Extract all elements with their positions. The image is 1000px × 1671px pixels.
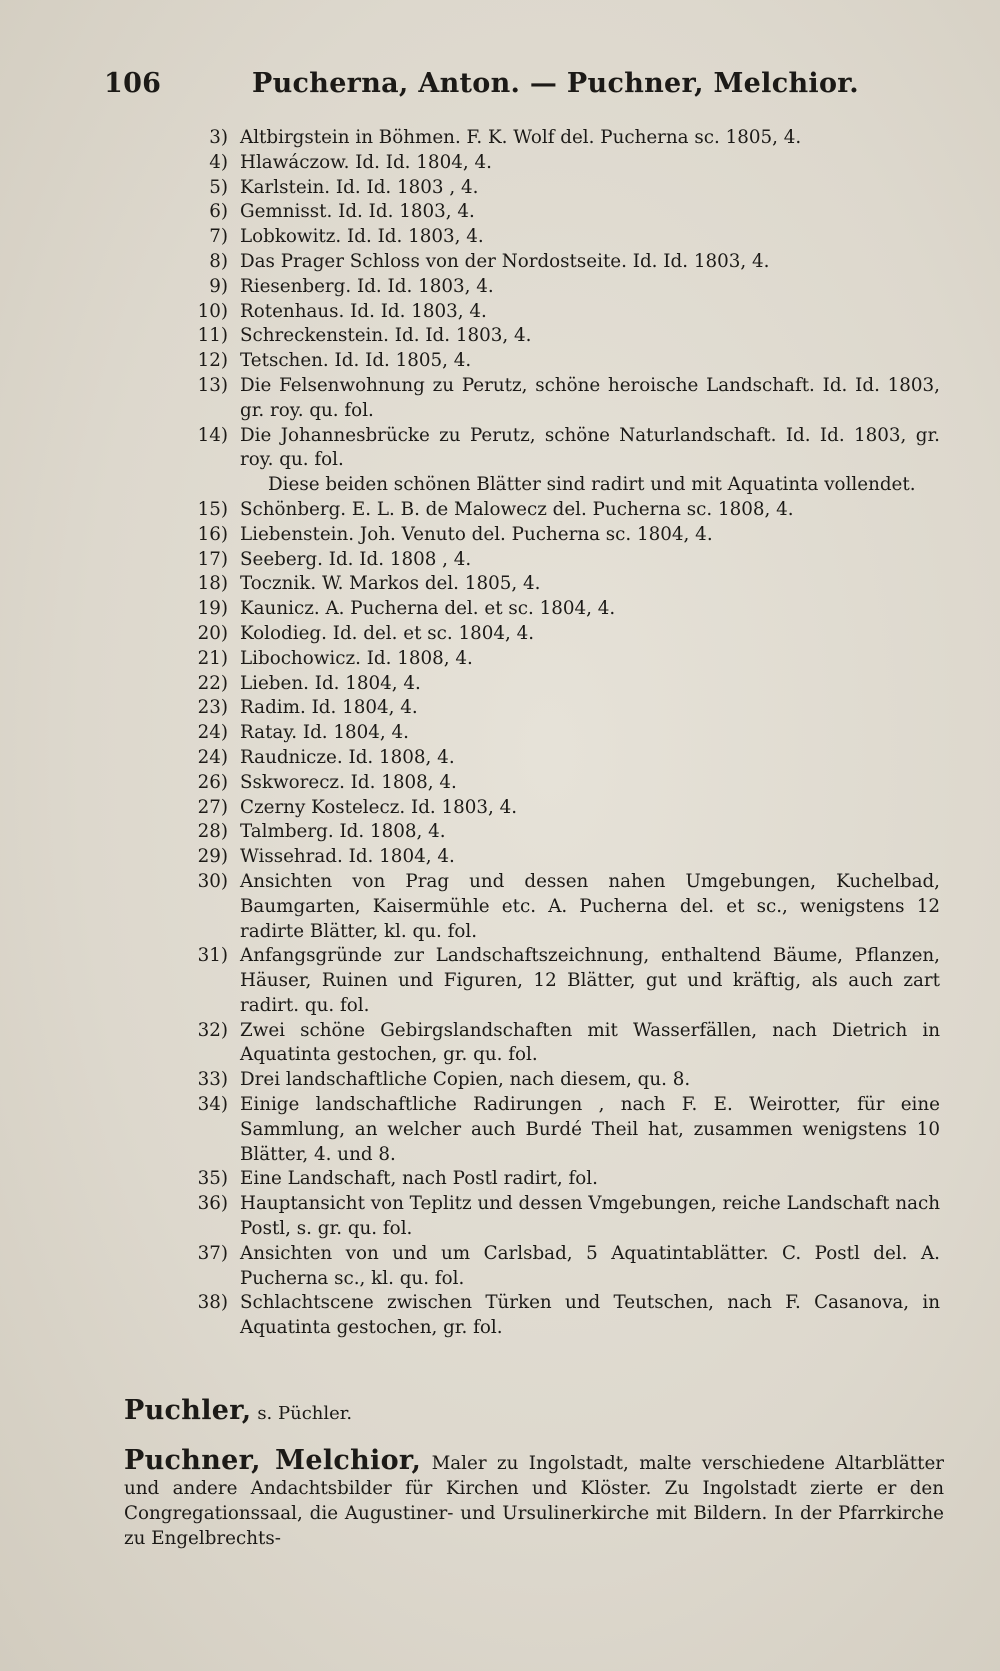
catalogue-entry xyxy=(0,1068,940,1093)
entry-text: Kaunicz. A. Pucherna del. et sc. 1804, 4. xyxy=(240,598,616,620)
catalogue-entry xyxy=(0,845,940,870)
entry-note: Diese beiden schönen Blätter sind radirt und mit Aquatinta vollendet. xyxy=(268,474,916,496)
catalogue-entry xyxy=(0,746,940,771)
entry-text: Libochowicz. Id. 1808, 4. xyxy=(240,647,473,669)
entry-text: Schlachtscene zwischen Türken und Teutschen, nach F. Casanova, in Aquatinta gestochen, gr. fol. xyxy=(240,1292,940,1339)
entry-number: 5) xyxy=(209,176,228,198)
entry-number: 24) xyxy=(197,746,228,768)
entry-number: 35) xyxy=(197,1168,228,1190)
catalogue-entry xyxy=(0,944,940,1018)
lemma-puchler: Puchler, xyxy=(124,1395,252,1426)
entry-text: Lieben. Id. 1804, 4. xyxy=(240,672,421,694)
catalogue-entry xyxy=(0,424,940,474)
running-title: Pucherna, Anton. — Puchner, Melchior. xyxy=(252,68,859,99)
entry-puchler xyxy=(124,1395,944,1426)
entry-number: 11) xyxy=(197,325,228,347)
entry-text: Rotenhaus. Id. Id. 1803, 4. xyxy=(240,300,487,322)
entry-text: Ratay. Id. 1804, 4. xyxy=(240,722,409,744)
entry-text: Kolodieg. Id. del. et sc. 1804, 4. xyxy=(240,622,535,644)
catalogue-entry xyxy=(0,870,940,944)
catalogue-entry xyxy=(0,1291,940,1341)
entry-text: Die Felsenwohnung zu Perutz, schöne heroische Landschaft. Id. Id. 1803, gr. roy. qu. fol. xyxy=(240,374,940,421)
entry-text: Liebenstein. Joh. Venuto del. Pucherna sc. 1804, 4. xyxy=(240,523,713,545)
entry-text: Gemnisst. Id. Id. 1803, 4. xyxy=(240,201,475,223)
catalogue-entry xyxy=(0,771,940,796)
entry-text: Czerny Kostelecz. Id. 1803, 4. xyxy=(240,796,518,818)
entry-text: Ansichten von und um Carlsbad, 5 Aquatintablätter. C. Postl del. A. Pucherna sc., kl. qu. fol. xyxy=(240,1242,940,1289)
entry-number: 36) xyxy=(197,1193,228,1215)
entry-text: Eine Landschaft, nach Postl radirt, fol. xyxy=(240,1168,598,1190)
catalogue-entry xyxy=(0,250,940,275)
entry-number: 21) xyxy=(197,647,228,669)
catalogue-entry xyxy=(0,597,940,622)
entry-number: 28) xyxy=(197,821,228,843)
entry-text: Talmberg. Id. 1808, 4. xyxy=(240,821,446,843)
cross-reference: s. Püchler. xyxy=(257,1403,353,1424)
entry-text: Seeberg. Id. Id. 1808 , 4. xyxy=(240,548,472,570)
entry-number: 14) xyxy=(197,424,228,446)
catalogue-entry xyxy=(0,672,940,697)
page-number: 106 xyxy=(104,68,162,99)
entry-number: 9) xyxy=(209,275,228,297)
lemma-puchner: Puchner, Melchior, xyxy=(124,1445,422,1476)
entry-text: Lobkowitz. Id. Id. 1803, 4. xyxy=(240,226,484,248)
biography-text: Maler zu Ingolstadt, malte verschiedene Altarblätter und andere Andachtsbilder für Kirchen und Klöster. Zu Ingolstadt zierte er den Congregationssaal, die Augustiner- und Ursulinerkirche mit Bildern. In der Pfarrkirche zu Engelbrechts- xyxy=(124,1453,945,1549)
catalogue-entry xyxy=(0,324,940,349)
catalogue-entry xyxy=(0,548,940,573)
entry-number: 26) xyxy=(197,771,228,793)
entry-text: Riesenberg. Id. Id. 1803, 4. xyxy=(240,275,494,297)
catalogue-entry xyxy=(0,622,940,647)
entry-number: 16) xyxy=(197,523,228,545)
entry-number: 24) xyxy=(197,722,228,744)
page-header xyxy=(104,68,859,108)
catalogue-entry xyxy=(0,300,940,325)
entry-text: Tetschen. Id. Id. 1805, 4. xyxy=(240,350,472,372)
entry-text: Karlstein. Id. Id. 1803 , 4. xyxy=(240,176,479,198)
entry-number: 23) xyxy=(197,697,228,719)
entry-number: 32) xyxy=(197,1019,228,1041)
entry-text: Hauptansicht von Teplitz und dessen Vmgebungen, reiche Landschaft nach Postl, s. gr. qu. fol. xyxy=(240,1193,940,1240)
entry-number: 8) xyxy=(209,250,228,272)
catalogue-entry xyxy=(0,1192,940,1242)
entry-number: 30) xyxy=(197,870,228,892)
catalogue-entry xyxy=(0,796,940,821)
entry-text: Ansichten von Prag und dessen nahen Umgebungen, Kuchelbad, Baumgarten, Kaisermühle etc. A. Pucherna del. et sc., wenigstens 12 radirte Blätter, kl. qu. fol. xyxy=(240,870,940,942)
entry-number: 17) xyxy=(197,548,228,570)
entry-text: Raudnicze. Id. 1808, 4. xyxy=(240,746,455,768)
entry-number: 13) xyxy=(197,374,228,396)
catalogue-entry xyxy=(0,572,940,597)
entry-text: Die Johannesbrücke zu Perutz, schöne Naturlandschaft. Id. Id. 1803, gr. roy. qu. fol. xyxy=(240,424,940,471)
entry-text: Sskworecz. Id. 1808, 4. xyxy=(240,771,457,793)
entry-number: 38) xyxy=(197,1292,228,1314)
entry-text: Zwei schöne Gebirgslandschaften mit Wasserfällen, nach Dietrich in Aquatinta gestochen, gr. qu. fol. xyxy=(240,1019,940,1066)
catalogue-entry xyxy=(0,1093,940,1167)
entry-text: Radim. Id. 1804, 4. xyxy=(240,697,418,719)
entry-text: Altbirgstein in Böhmen. F. K. Wolf del. Pucherna sc. 1805, 4. xyxy=(240,127,802,148)
catalogue-entry xyxy=(0,820,940,845)
catalogue-entry xyxy=(0,151,940,176)
entry-number: 6) xyxy=(209,201,228,223)
entry-text: Schönberg. E. L. B. de Malowecz del. Pucherna sc. 1808, 4. xyxy=(240,498,794,520)
catalogue-entry xyxy=(0,1242,940,1292)
entry-number: 22) xyxy=(197,672,228,694)
catalogue-entry xyxy=(0,374,940,424)
catalogue-entry xyxy=(0,696,940,721)
entry-text: Wissehrad. Id. 1804, 4. xyxy=(240,846,455,868)
catalogue-entry-list xyxy=(0,126,1000,1341)
catalogue-entry xyxy=(0,647,940,672)
entry-text: Das Prager Schloss von der Nordostseite. Id. Id. 1803, 4. xyxy=(240,250,770,272)
entry-number: 19) xyxy=(197,598,228,620)
entry-number: 34) xyxy=(197,1094,228,1116)
entry-number: 20) xyxy=(197,622,228,644)
entry-number: 15) xyxy=(197,498,228,520)
entry-text: Tocznik. W. Markos del. 1805, 4. xyxy=(240,573,541,595)
entry-number: 29) xyxy=(197,846,228,868)
entry-number: 18) xyxy=(197,573,228,595)
entry-number: 31) xyxy=(197,945,228,967)
catalogue-entry xyxy=(0,275,940,300)
entry-number: 10) xyxy=(197,300,228,322)
catalogue-entry xyxy=(0,1019,940,1069)
entry-puchner xyxy=(124,1445,945,1551)
entry-text: Drei landschaftliche Copien, nach diesem, qu. 8. xyxy=(240,1069,691,1091)
catalogue-entry xyxy=(0,200,940,225)
entry-text: Schreckenstein. Id. Id. 1803, 4. xyxy=(240,325,532,347)
catalogue-entry xyxy=(0,498,940,523)
catalogue-entry xyxy=(0,225,940,250)
entry-number: 12) xyxy=(197,350,228,372)
entry-text: Einige landschaftliche Radirungen , nach F. E. Weirotter, für eine Sammlung, an welcher auch Burdé Theil hat, zusammen wenigstens 10 Blätter, 4. und 8. xyxy=(240,1094,940,1165)
entry-text: Hlawáczow. Id. Id. 1804, 4. xyxy=(240,151,492,173)
catalogue-entry xyxy=(0,1167,940,1192)
catalogue-entry xyxy=(0,349,940,374)
catalogue-entry xyxy=(0,721,940,746)
entry-number: 37) xyxy=(197,1242,228,1264)
entry-text: Anfangsgründe zur Landschaftszeichnung, enthaltend Bäume, Pflanzen, Häuser, Ruinen und Figuren, 12 Blätter, gut und kräftig, als auch zart radirt. qu. fol. xyxy=(240,945,940,1016)
entry-number: 27) xyxy=(197,796,228,818)
entry-number: 7) xyxy=(209,226,228,248)
entry-number: 4) xyxy=(209,151,228,173)
entry-number: 33) xyxy=(197,1069,228,1091)
catalogue-entry xyxy=(0,176,940,201)
catalogue-entry xyxy=(0,523,940,548)
catalogue-entry xyxy=(0,126,940,151)
entry-number: 3) xyxy=(209,127,228,148)
